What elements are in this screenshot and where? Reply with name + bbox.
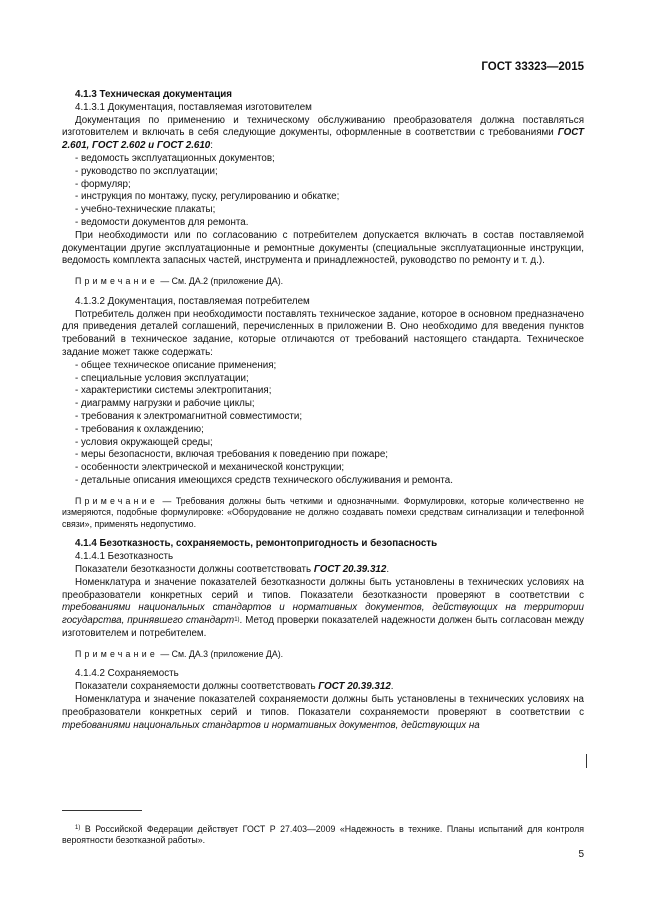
list-item: - учебно-технические плакаты; (75, 204, 216, 216)
paragraph: Показатели сохраняемости должны соответствовать ГОСТ 20.39.312. (75, 681, 394, 693)
paragraph: При необходимости или по согласованию с потребителем допускается включать в состав поставляемой документации другие эксплуатационные и ремонтные документы (специальные эксплуатационные инструкции, ведомость комплекта запасных частей, инструмента и принадлежностей, руководство по ремонту и т. д.). (62, 229, 584, 267)
note: Примечание — См. ДА.3 (приложение ДА). (75, 648, 284, 659)
paragraph: Показатели безотказности должны соответствовать ГОСТ 20.39.312. (75, 564, 390, 576)
list-item: - условия окружающей среды; (75, 436, 213, 448)
list-item: - требования к электромагнитной совместимости; (75, 410, 303, 422)
list-item: - инструкция по монтажу, пуску, регулированию и обкатке; (75, 191, 340, 203)
footnote: $^{1)}$ В Российской Федерации действует ГОСТ Р 27.403—2009 «Надежность в технике. Планы испытаний для контроля вероятности безотказной работы». (62, 823, 584, 846)
list-item: - диаграмму нагрузки и рабочие циклы; (75, 398, 255, 410)
list-item: - общее техническое описание применения; (75, 359, 277, 371)
subsection-heading-4-1-3-2: 4.1.3.2 Документация, поставляемая потребителем (75, 295, 310, 307)
section-heading-4-1-4: 4.1.4 Безотказность, сохраняемость, ремонтопригодность и безопасность (75, 538, 438, 550)
list-item: - меры безопасности, включая требования к поведению при пожаре; (75, 449, 388, 461)
footnote-divider (62, 810, 142, 811)
page-content (62, 86, 584, 732)
footnote-marker: 1) (75, 824, 81, 831)
list-item: - руководство по эксплуатации; (75, 165, 218, 177)
requirements-list (62, 360, 584, 488)
section-heading-4-1-3: 4.1.3 Техническая документация (75, 89, 233, 100)
note-label: Примечание (75, 495, 158, 506)
list-item: - ведомость эксплуатационных документов; (75, 152, 275, 164)
note-label: Примечание (75, 648, 158, 659)
list-item: - особенности электрической и механической конструкции; (75, 462, 345, 474)
footnote-marker: 1) (234, 617, 240, 624)
list-item: - формуляр; (75, 178, 131, 190)
standard-reference: ГОСТ 2.601, ГОСТ 2.602 (62, 127, 584, 152)
standard-reference: ГОСТ 20.39.312 (313, 564, 387, 576)
subsection-heading-4-1-4-2: 4.1.4.2 Сохраняемость (75, 668, 179, 680)
subsection-heading-4-1-3-1: 4.1.3.1 Документация, поставляемая изготовителем (75, 101, 312, 113)
page-number: 5 (578, 849, 584, 860)
document-list (62, 153, 584, 230)
list-item: - специальные условия эксплуатации; (75, 372, 249, 384)
note: Примечание — См. ДА.2 (приложение ДА). (75, 276, 284, 287)
paragraph: Документация по применению и техническому обслуживанию преобразователя должна поставляться изготовителем и включать в себя следующие документы, оформленные в соответствии с требованиями ГОСТ 2.601, ГОСТ 2.602 и ГОСТ 2.610: (62, 114, 584, 152)
list-item: - детальные описания имеющихся средств технического обслуживания и ремонта. (75, 474, 453, 486)
paragraph: Потребитель должен при необходимости поставлять техническое задание, которое в основном предназначено для приведения деталей соглашений, перечисленных в приложении В. Оно необходимо для введения пунктов требований в техническое задание, которые отличаются от требований настоящего стандарта. Техническое задание может также содержать: (62, 308, 584, 358)
document-number: ГОСТ 33323—2015 (481, 61, 584, 73)
standard-reference: ГОСТ 2.610 (156, 140, 211, 152)
note-label: Примечание (75, 276, 158, 287)
list-item: - ведомости документов для ремонта. (75, 216, 249, 228)
standard-reference: ГОСТ 20.39.312 (318, 681, 391, 693)
list-item: - требования к охлаждению; (75, 423, 204, 435)
note: Примечание — Требования должны быть четкими и однозначными. Формулировки, которые количественно не измеряются, подобные формулировке: «Оборудование не должно создавать помехи средствам сигнализации и телефонной связи», применять недопустимо. (62, 495, 584, 529)
subsection-heading-4-1-4-1: 4.1.4.1 Безотказность (75, 551, 174, 563)
change-bar (586, 754, 587, 768)
paragraph: Номенклатура и значение показателей сохраняемости должны быть установлены в технических условиях на преобразователи конкретных серий и типов. Показатели сохраняемости проверяют в соответствии с требованиями национальных стандартов и нормативных документов, действующих на (62, 694, 584, 731)
list-item: - характеристики системы электропитания; (75, 385, 272, 397)
paragraph: Номенклатура и значение показателей безотказности должны быть установлены в технических условиях на преобразователи конкретных серий и типов. Показатели безотказности проверяют в соответствии с требованиями национальных стандартов и нормативных документов, действующих на территории государства, принявшего стандарт$^{1)}$. Метод проверки показателей надежности должен быть согласован между изготовителем и потребителем. (62, 576, 584, 640)
